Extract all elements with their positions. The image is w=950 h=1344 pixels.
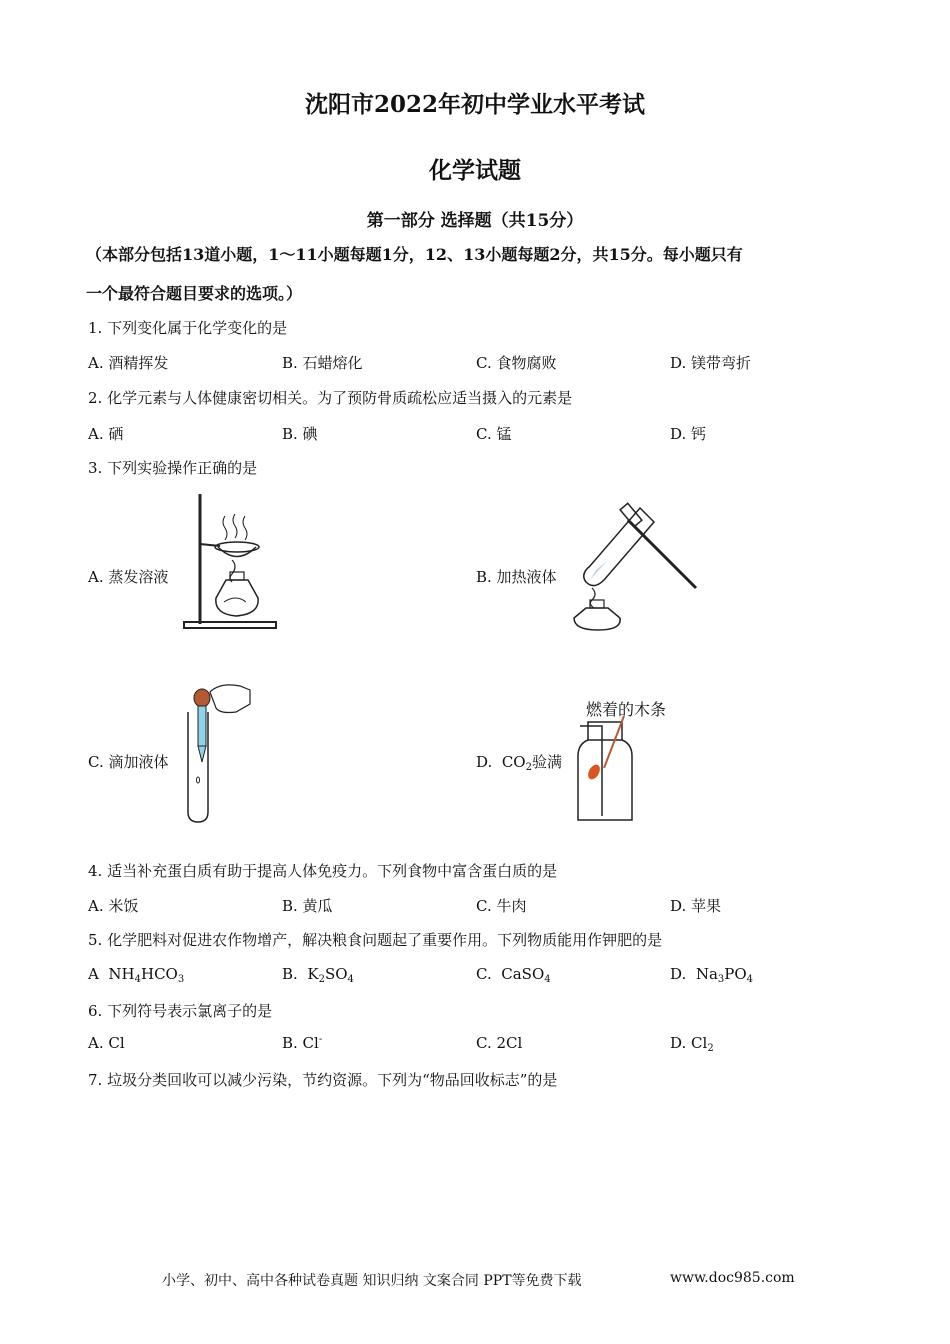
q3-option-d [476,751,562,773]
exam-subtitle: 化学试题 [429,157,521,184]
q5-option-c [476,965,551,985]
q6-option-d-text: D. Cl [670,1034,708,1052]
formula-sub: 4 [347,974,354,985]
q4-option-d: D. 苹果 [670,897,722,915]
formula-sub: 4 [746,974,754,985]
question-7-stem: 7. 垃圾分类回收可以减少污染，节约资源。下列为“物品回收标志”的是 [88,1071,558,1089]
formula-part: PO [724,965,747,983]
q2-option-a: A. 硒 [88,425,124,443]
formula-sub: 4 [134,974,141,985]
formula-part: NH [108,965,135,983]
part-title: 第一部分 选择题（共15分） [366,211,584,231]
q4-option-b: B. 黄瓜 [282,897,333,915]
q2-option-b: B. 碘 [282,425,318,443]
question-6-stem: 6. 下列符号表示氯离子的是 [88,1002,273,1020]
evaporation-apparatus-figure [180,490,280,632]
q3-option-a: A. 蒸发溶液 [88,568,169,586]
question-2-stem: 2. 化学元素与人体健康密切相关。为了预防骨质疏松应适当摄入的元素是 [88,389,573,407]
formula-part: CaSO [501,965,545,983]
q5-option-d [670,965,753,985]
q6-option-d-sub: 2 [707,1043,714,1054]
q6-option-b-text: B. Cl [282,1034,319,1052]
heating-liquid-figure [568,500,698,632]
q4-option-c: C. 牛肉 [476,897,527,915]
q3-option-c: C. 滴加液体 [88,753,169,771]
formula-sub: 4 [544,974,551,985]
instruction-line-1: （本部分包括13道小题，1～11小题每题1分，12、13小题每题2分，共15分。每小题只有 [86,245,743,264]
q1-option-b: B. 石蜡熔化 [282,354,363,372]
q6-option-b-sup: - [318,1034,323,1045]
question-1-stem: 1. 下列变化属于化学变化的是 [88,319,288,337]
q1-option-a: A. 酒精挥发 [88,354,169,372]
q2-option-d: D. 钙 [670,425,707,443]
formula-part: Na [695,965,718,983]
q3-option-d-formula: CO [501,753,526,771]
q5-option-c-label: C. [476,965,492,983]
q6-option-b [282,1034,322,1052]
formula-sub: 2 [318,974,325,985]
formula-part: K [307,965,319,983]
formula-sub: 3 [717,974,725,985]
question-5-stem: 5. 化学肥料对促进农作物增产，解决粮食问题起了重要作用。下列物质能用作钾肥的是 [88,931,663,949]
q5-option-a-label: A [88,965,99,983]
figure-d-caption: 燃着的木条 [586,700,667,719]
formula-part: HCO [140,965,178,983]
q3-option-d-sub: 2 [525,762,532,773]
q5-option-a [88,965,184,985]
question-3-stem: 3. 下列实验操作正确的是 [88,459,258,477]
q3-option-d-suffix: 验满 [531,753,562,771]
q5-option-d-label: D. [670,965,687,983]
formula-part: SO [324,965,348,983]
q5-option-b-label: B. [282,965,298,983]
co2-test-figure [576,716,656,826]
q3-option-d-label: D. [476,753,493,771]
q3-option-b: B. 加热液体 [476,568,557,586]
formula-sub: 3 [177,974,185,985]
dropping-liquid-figure [180,682,252,826]
q1-option-d: D. 镁带弯折 [670,354,752,372]
exam-title: 沈阳市2022年初中学业水平考试 [304,91,645,118]
q6-option-c: C. 2Cl [476,1034,523,1052]
footer-url[interactable]: www.doc985.com [670,1270,795,1286]
q2-option-c: C. 锰 [476,425,512,443]
question-4-stem: 4. 适当补充蛋白质有助于提高人体免疫力。下列食物中富含蛋白质的是 [88,862,558,880]
q6-option-d [670,1034,714,1054]
q1-option-c: C. 食物腐败 [476,354,557,372]
footer-text: 小学、初中、高中各种试卷真题 知识归纳 文案合同 PPT等免费下载 [162,1273,582,1289]
q6-option-a: A. Cl [88,1034,125,1052]
instruction-line-2: 一个最符合题目要求的选项。） [86,284,303,303]
q5-option-b [282,965,354,985]
q4-option-a: A. 米饭 [88,897,139,915]
